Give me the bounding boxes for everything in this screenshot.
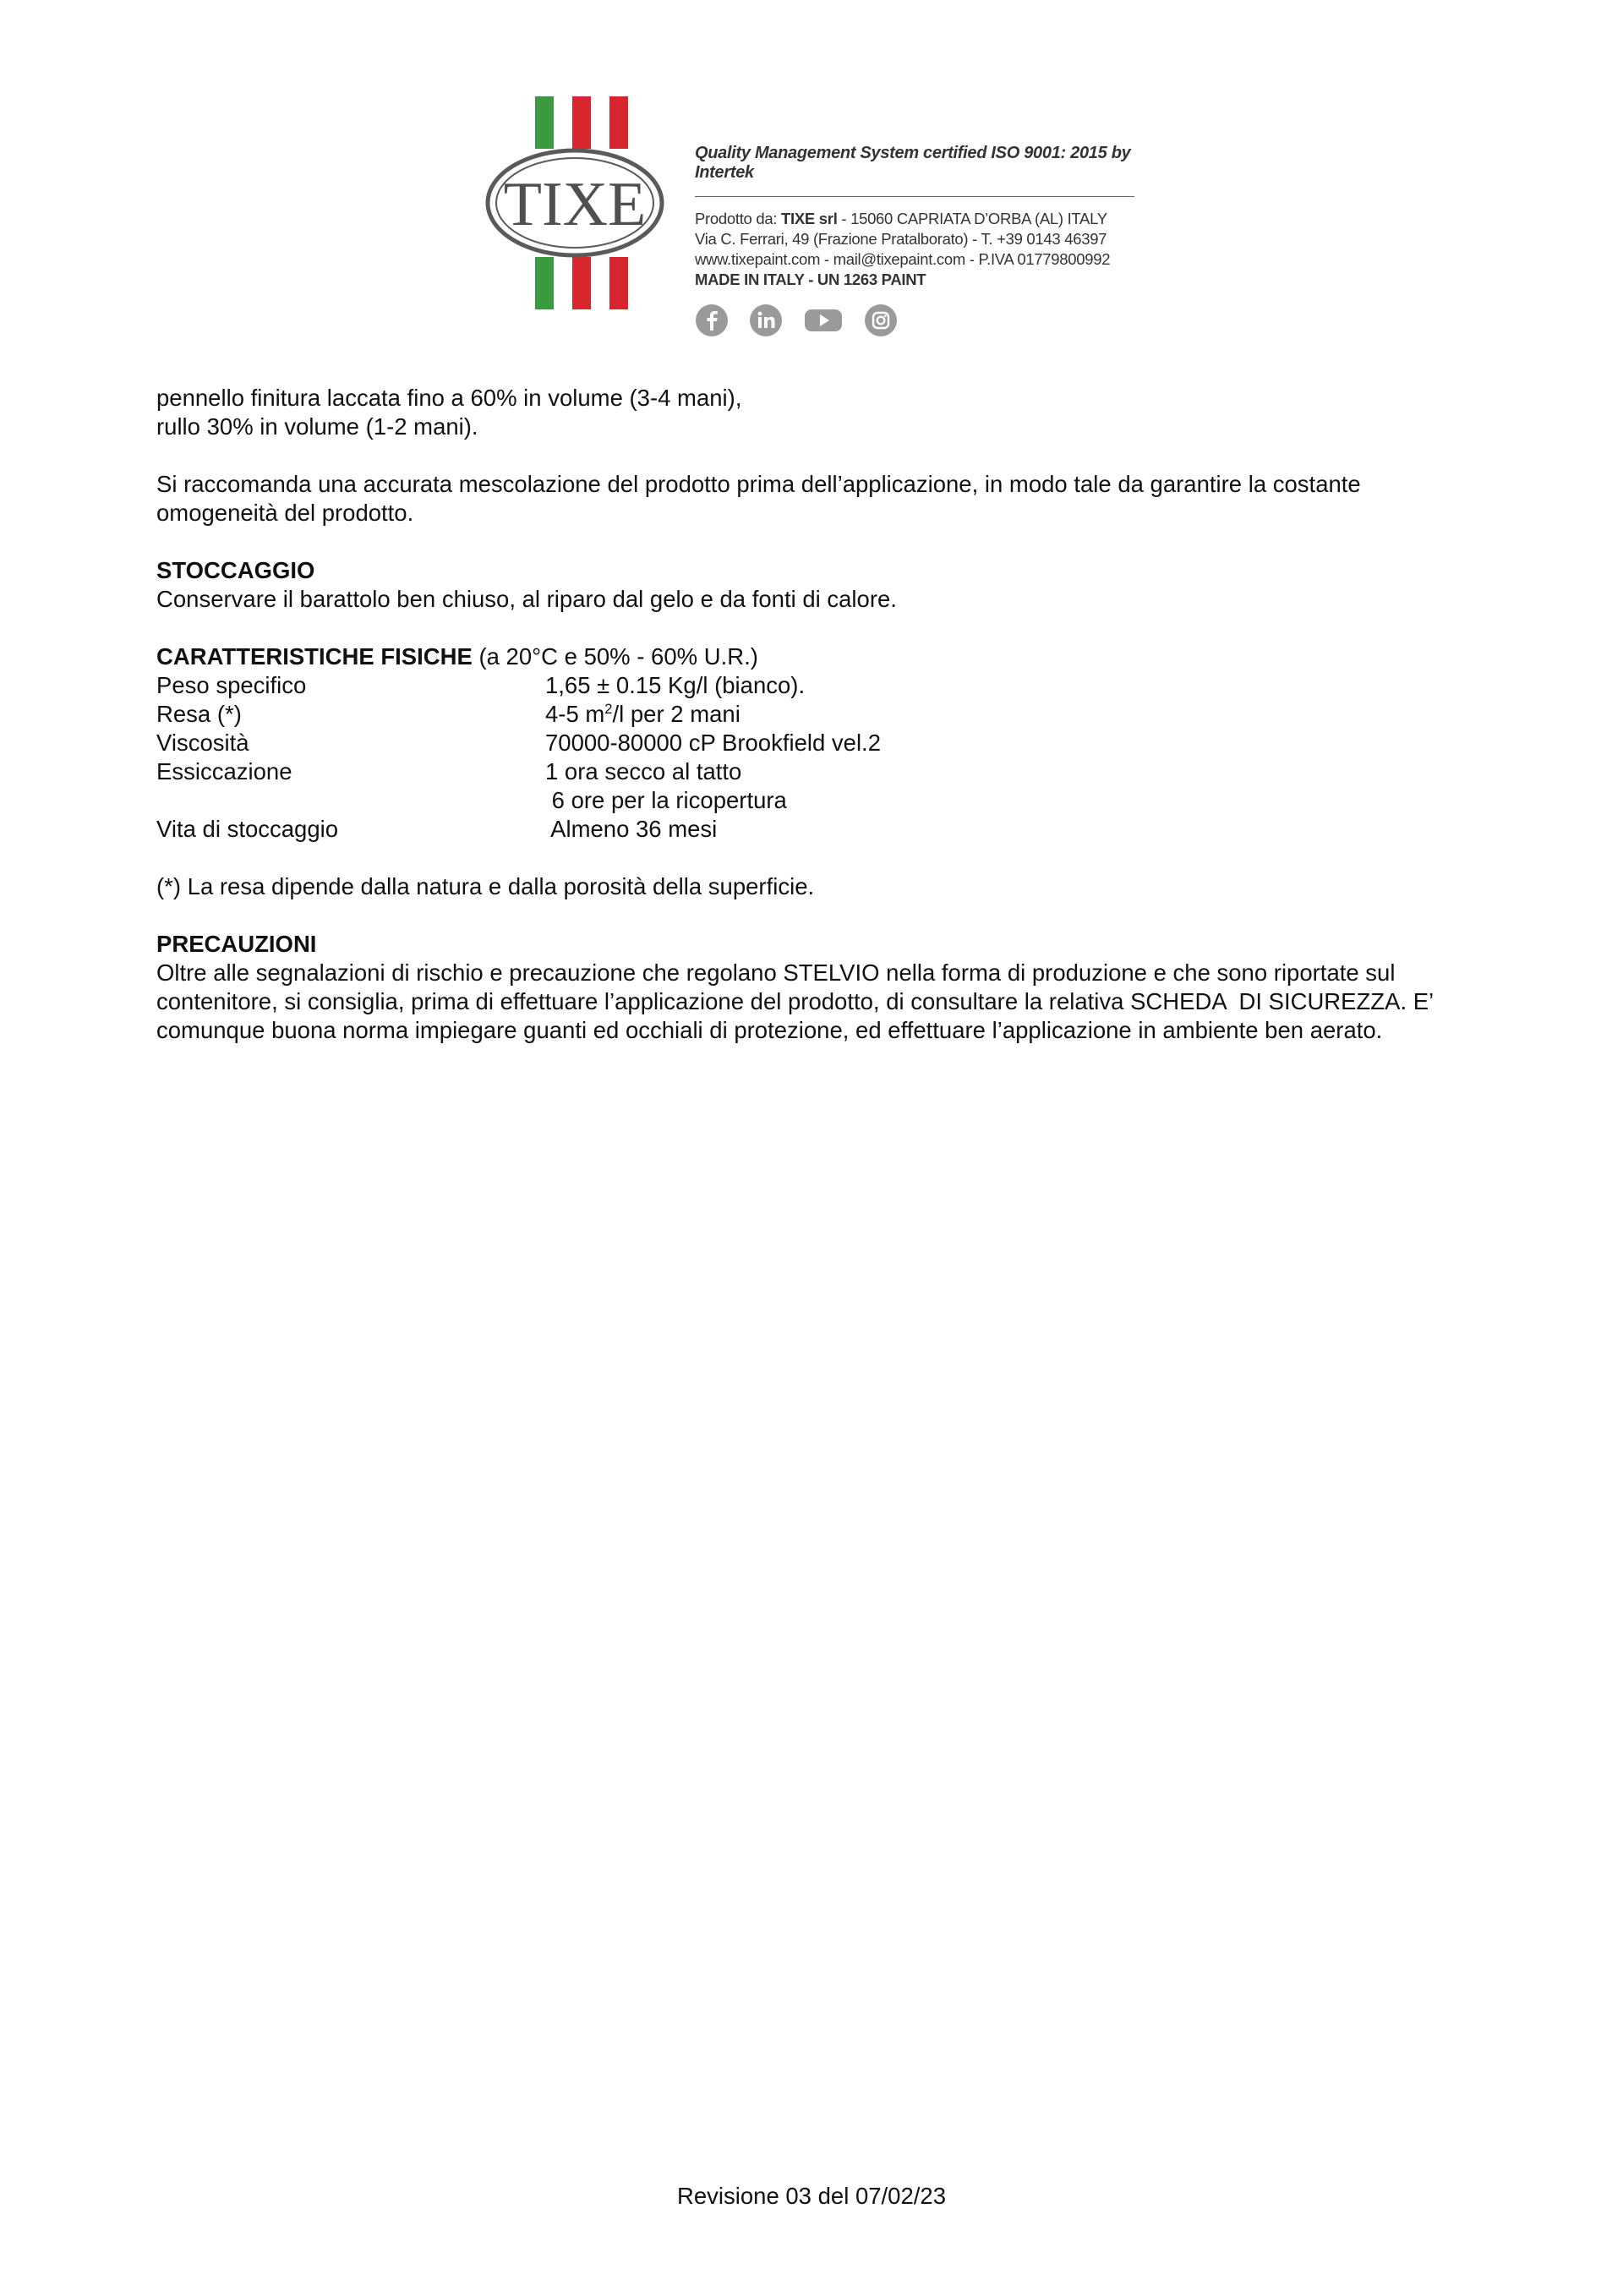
property-value: 1,65 ± 0.15 Kg/l (bianco). <box>545 672 806 698</box>
physical-heading: CARATTERISTICHE FISICHE <box>156 643 473 670</box>
address-line: Via C. Ferrari, 49 (Frazione Pratalborato) - T. +39 0143 46397 <box>695 230 1107 248</box>
storage-text: Conservare il barattolo ben chiuso, al riparo dal gelo e da fonti di calore. <box>156 586 897 612</box>
web-line: www.tixepaint.com - mail@tixepaint.com - P.IVA 01779800992 <box>695 250 1111 268</box>
storage-heading: STOCCAGGIO <box>156 557 315 583</box>
company-address: - 15060 CAPRIATA D’ORBA (AL) ITALY <box>837 210 1107 227</box>
youtube-icon[interactable] <box>803 303 844 337</box>
property-label: Essiccazione <box>156 758 292 784</box>
physical-properties-heading <box>156 642 1509 671</box>
dilution-line-1: pennello finitura laccata fino a 60% in volume (3-4 mani), <box>156 385 742 411</box>
tixe-logo <box>482 93 668 313</box>
property-value: 6 ore per la ricopertura <box>545 787 787 813</box>
property-value <box>545 700 1509 729</box>
precautions-heading: PRECAUZIONI <box>156 931 317 957</box>
property-value: Almeno 36 mesi <box>545 816 718 842</box>
linkedin-icon[interactable] <box>749 303 783 337</box>
document-body <box>156 384 1509 1045</box>
precautions-text: Oltre alle segnalazioni di rischio e precauzione che regolano STELVIO nella forma di produzione e che sono riportate sul contenitore, si consiglia, prima di effettuare l’applicazione del prodotto, di consultare la relativa SCHEDA DI SICUREZZA. E’ comunque buona norma impiegare guanti ed occhiali di protezione, ed effettuare l’applicazione in ambiente ben aerato. <box>156 959 1440 1043</box>
made-in-italy: MADE IN ITALY - UN 1263 PAINT <box>695 271 926 288</box>
facebook-icon[interactable] <box>695 303 729 337</box>
property-value: 1 ora secco al tatto <box>545 758 742 784</box>
properties-table <box>156 671 1509 844</box>
property-label: Viscosità <box>156 730 249 756</box>
property-label <box>156 786 545 815</box>
property-label: Peso specifico <box>156 672 307 698</box>
yield-note: (*) La resa dipende dalla natura e dalla porosità della superficie. <box>156 873 815 899</box>
property-value: 70000-80000 cP Brookfield vel.2 <box>545 730 881 756</box>
physical-conditions: (a 20°C e 50% - 60% U.R.) <box>472 643 758 670</box>
certification-text: Quality Management System certified ISO 9001: 2015 by Intertek <box>695 144 1131 182</box>
property-label: Vita di stoccaggio <box>156 816 339 842</box>
property-label: Resa (*) <box>156 701 242 727</box>
yield-unit: /l per 2 mani <box>612 701 740 727</box>
produced-by-prefix: Prodotto da: <box>695 210 782 227</box>
dilution-line-2: rullo 30% in volume (1-2 mani). <box>156 413 478 440</box>
social-links <box>695 303 1168 337</box>
company-name: TIXE srl <box>781 210 838 227</box>
svg-text:TIXE: TIXE <box>503 170 647 239</box>
revision-footer: Revisione 03 del 07/02/23 <box>676 2183 946 2209</box>
divider <box>695 196 1134 197</box>
produced-by <box>695 209 1168 229</box>
mixing-note: Si raccomanda una accurata mescolazione del prodotto prima dell’applicazione, in modo tale da garantire la costante omogeneità del prodotto. <box>156 471 1361 526</box>
yield-value: 4-5 m <box>545 701 605 727</box>
instagram-icon[interactable] <box>864 303 898 337</box>
company-info <box>695 144 1168 337</box>
yield-superscript: 2 <box>604 701 613 717</box>
